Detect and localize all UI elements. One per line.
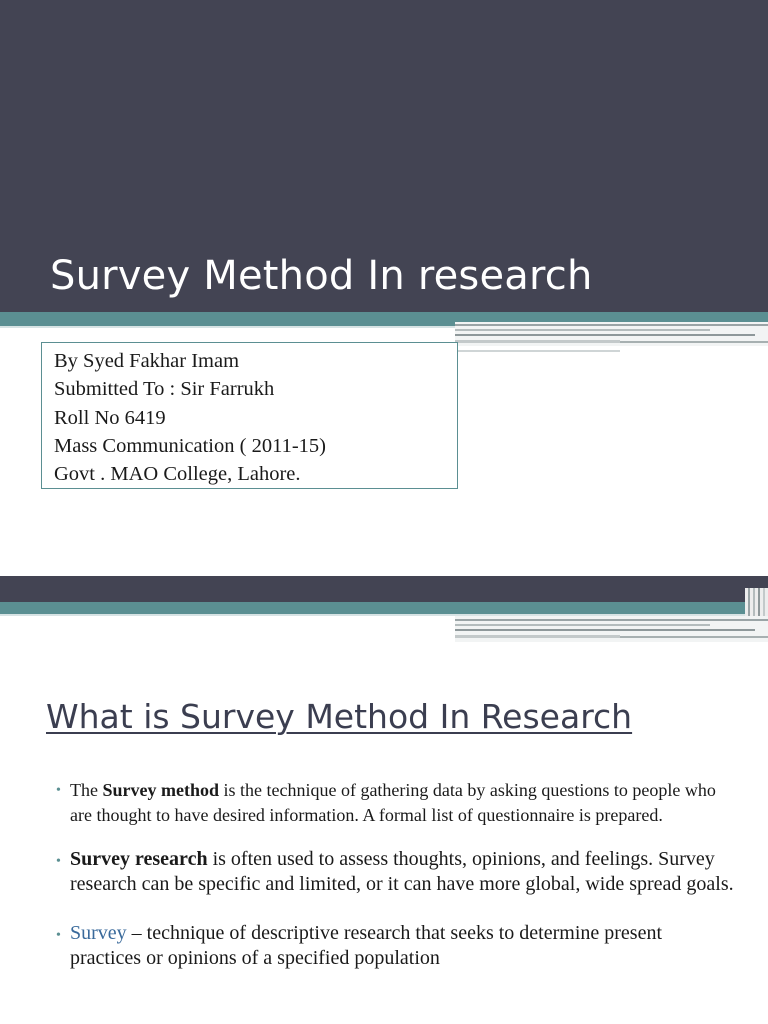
slide-title: Survey Method In research (50, 253, 593, 299)
content-slide (0, 576, 768, 1024)
list-item (56, 778, 736, 827)
submitted-to-line: Submitted To : Sir Farrukh (54, 378, 275, 401)
bullet-icon: • (56, 928, 61, 943)
bullet-bold-term: Survey research (70, 848, 208, 870)
bullet-prefix: The (70, 780, 103, 800)
bullet-bold-term: Survey method (102, 780, 219, 800)
list-item (56, 921, 736, 971)
bullet-list (56, 778, 736, 971)
college-line: Govt . MAO College, Lahore. (54, 463, 301, 486)
roll-number-line: Roll No 6419 (54, 406, 166, 429)
author-line: By Syed Fakhar Imam (54, 350, 240, 372)
list-item (56, 847, 736, 897)
decorative-stripes (0, 588, 768, 648)
bullet-text: is often used to assess thoughts, opinions, and feelings. Survey research can be specific and limited, or it can have more global, wide spread goals. (70, 848, 734, 895)
section-heading: What is Survey Method In Research (46, 697, 633, 736)
bullet-icon: • (56, 783, 61, 798)
bullet-text: – technique of descriptive research that seeks to determine present practices or opinions of a specified population (70, 922, 663, 969)
bullet-text: is the technique of gathering data by asking questions to people who are thought to have desired information. A formal list of questionnaire is prepared. (70, 780, 716, 825)
department-line: Mass Communication ( 2011-15) (54, 434, 326, 457)
bullet-keyword: Survey (70, 922, 127, 944)
author-info-box (41, 342, 458, 489)
bullet-icon: • (56, 854, 61, 869)
